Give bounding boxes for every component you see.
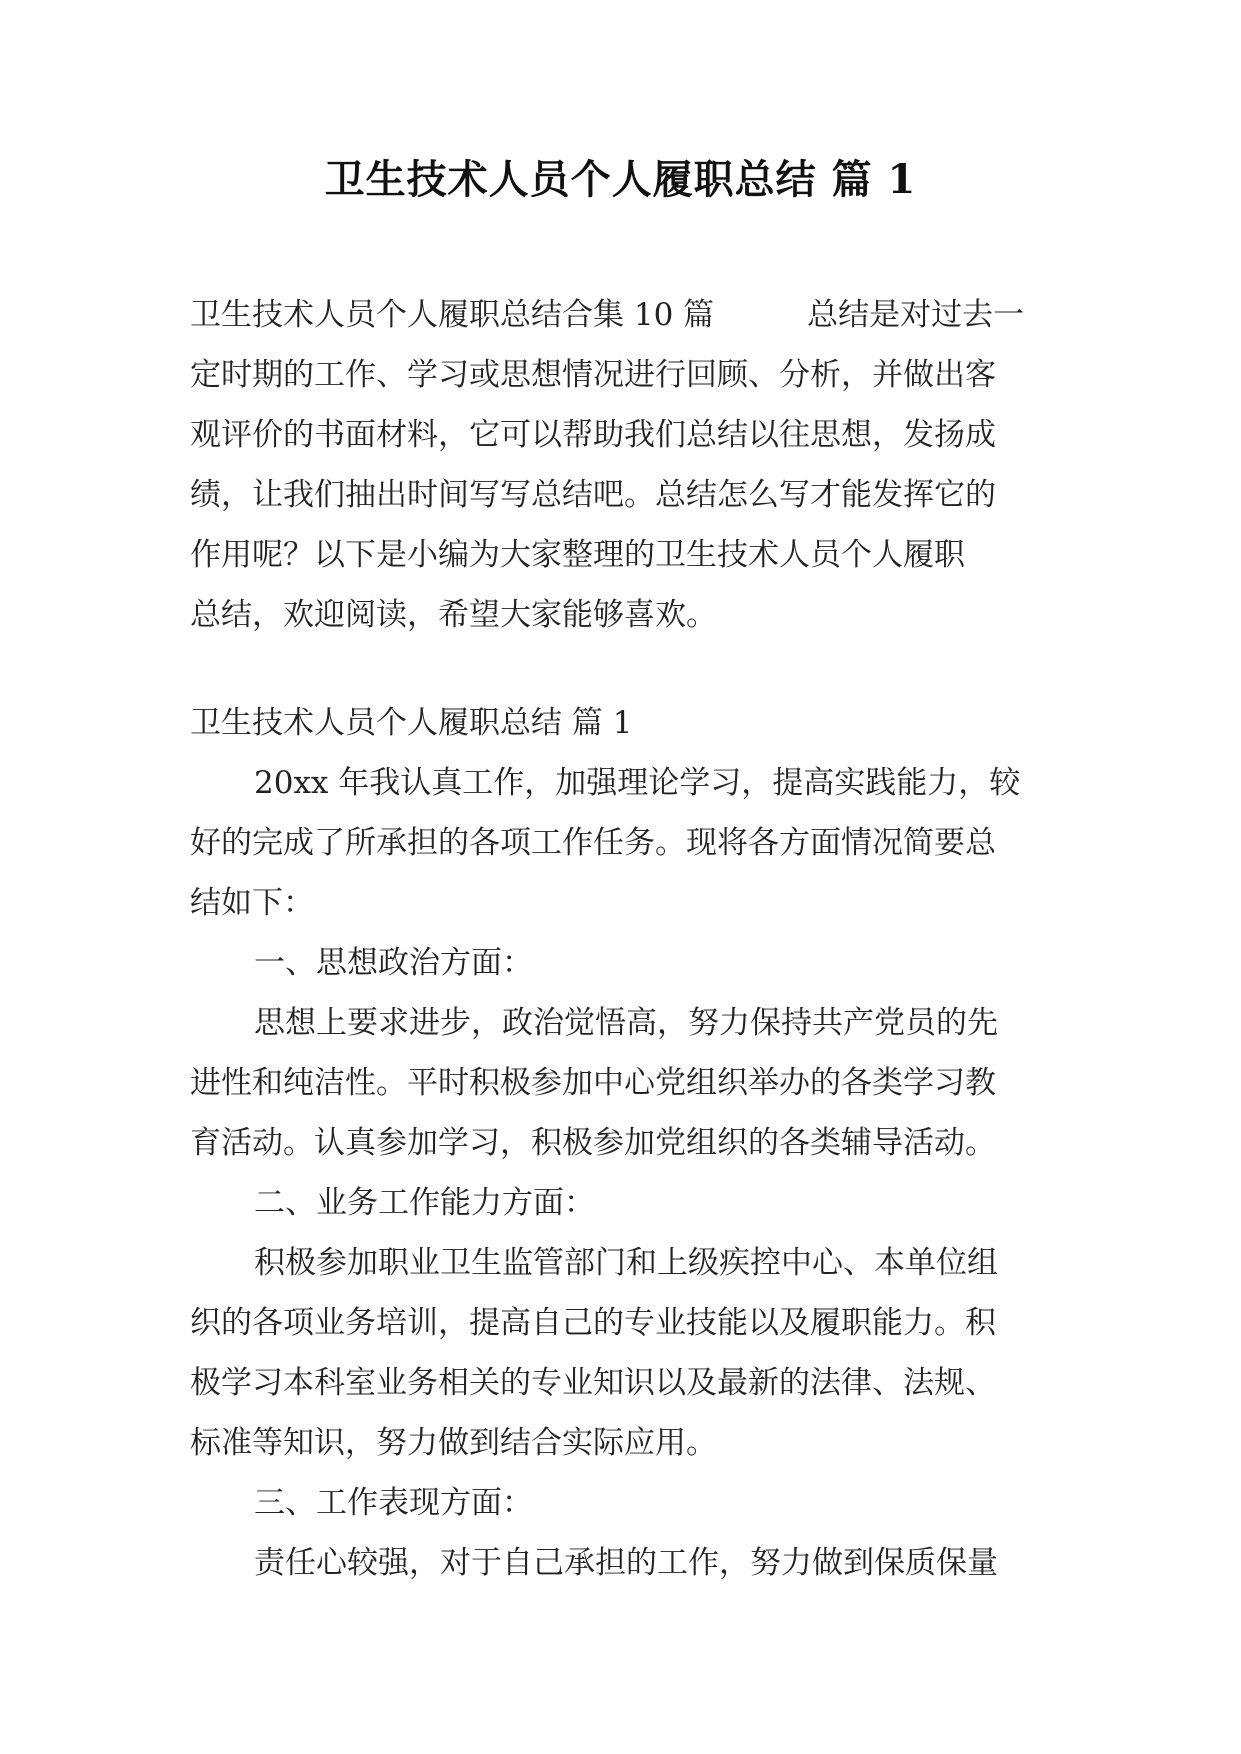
text-line: 思想上要求进步，政治觉悟高，努力保持共产党员的先	[254, 1005, 998, 1041]
text-line: 总结，欢迎阅读，希望大家能够喜欢。	[190, 597, 717, 633]
text-line: 定时期的工作、学习或思想情况进行回顾、分析，并做出客	[190, 357, 996, 393]
text-line: 极学习本科室业务相关的专业知识以及最新的法律、法规、	[190, 1365, 996, 1401]
text-line: 绩，让我们抽出时间写写总结吧。总结怎么写才能发挥它的	[190, 477, 996, 513]
text-line: 作用呢？以下是小编为大家整理的卫生技术人员个人履职	[190, 537, 965, 573]
document-body	[190, 285, 1070, 1593]
text-line: 进性和纯洁性。平时积极参加中心党组织举办的各类学习教	[190, 1065, 996, 1101]
text-line: 好的完成了所承担的各项工作任务。现将各方面情况简要总	[190, 825, 996, 861]
paragraph	[190, 1233, 1070, 1473]
subheading-performance: 三、工作表现方面：	[254, 1485, 533, 1521]
intro-paragraph	[190, 285, 1070, 645]
paragraph	[190, 753, 1070, 933]
subheading-business: 二、业务工作能力方面：	[254, 1185, 595, 1221]
text-line: 责任心较强，对于自己承担的工作，努力做到保质保量	[254, 1545, 998, 1581]
paragraph	[190, 993, 1070, 1173]
text-line: 育活动。认真参加学习，积极参加党组织的各类辅导活动。	[190, 1125, 996, 1161]
subheading-political: 一、思想政治方面：	[254, 945, 533, 981]
text-line: 20xx 年我认真工作，加强理论学习，提高实践能力，较	[254, 765, 1021, 801]
text-line: 织的各项业务培训，提高自己的专业技能以及履职能力。积	[190, 1305, 996, 1341]
text-line: 观评价的书面材料，它可以帮助我们总结以往思想，发扬成	[190, 417, 996, 453]
text-line: 积极参加职业卫生监管部门和上级疾控中心、本单位组	[254, 1245, 998, 1281]
text-line: 标准等知识，努力做到结合实际应用。	[190, 1425, 717, 1461]
text-line: 卫生技术人员个人履职总结合集 10 篇 总结是对过去一	[190, 297, 1025, 333]
section-heading: 卫生技术人员个人履职总结 篇 1	[190, 705, 633, 741]
paragraph	[190, 1533, 1070, 1593]
document-title: 卫生技术人员个人履职总结 篇 1	[324, 156, 917, 203]
paragraph-spacer	[190, 645, 1070, 693]
text-line: 结如下：	[190, 885, 314, 921]
